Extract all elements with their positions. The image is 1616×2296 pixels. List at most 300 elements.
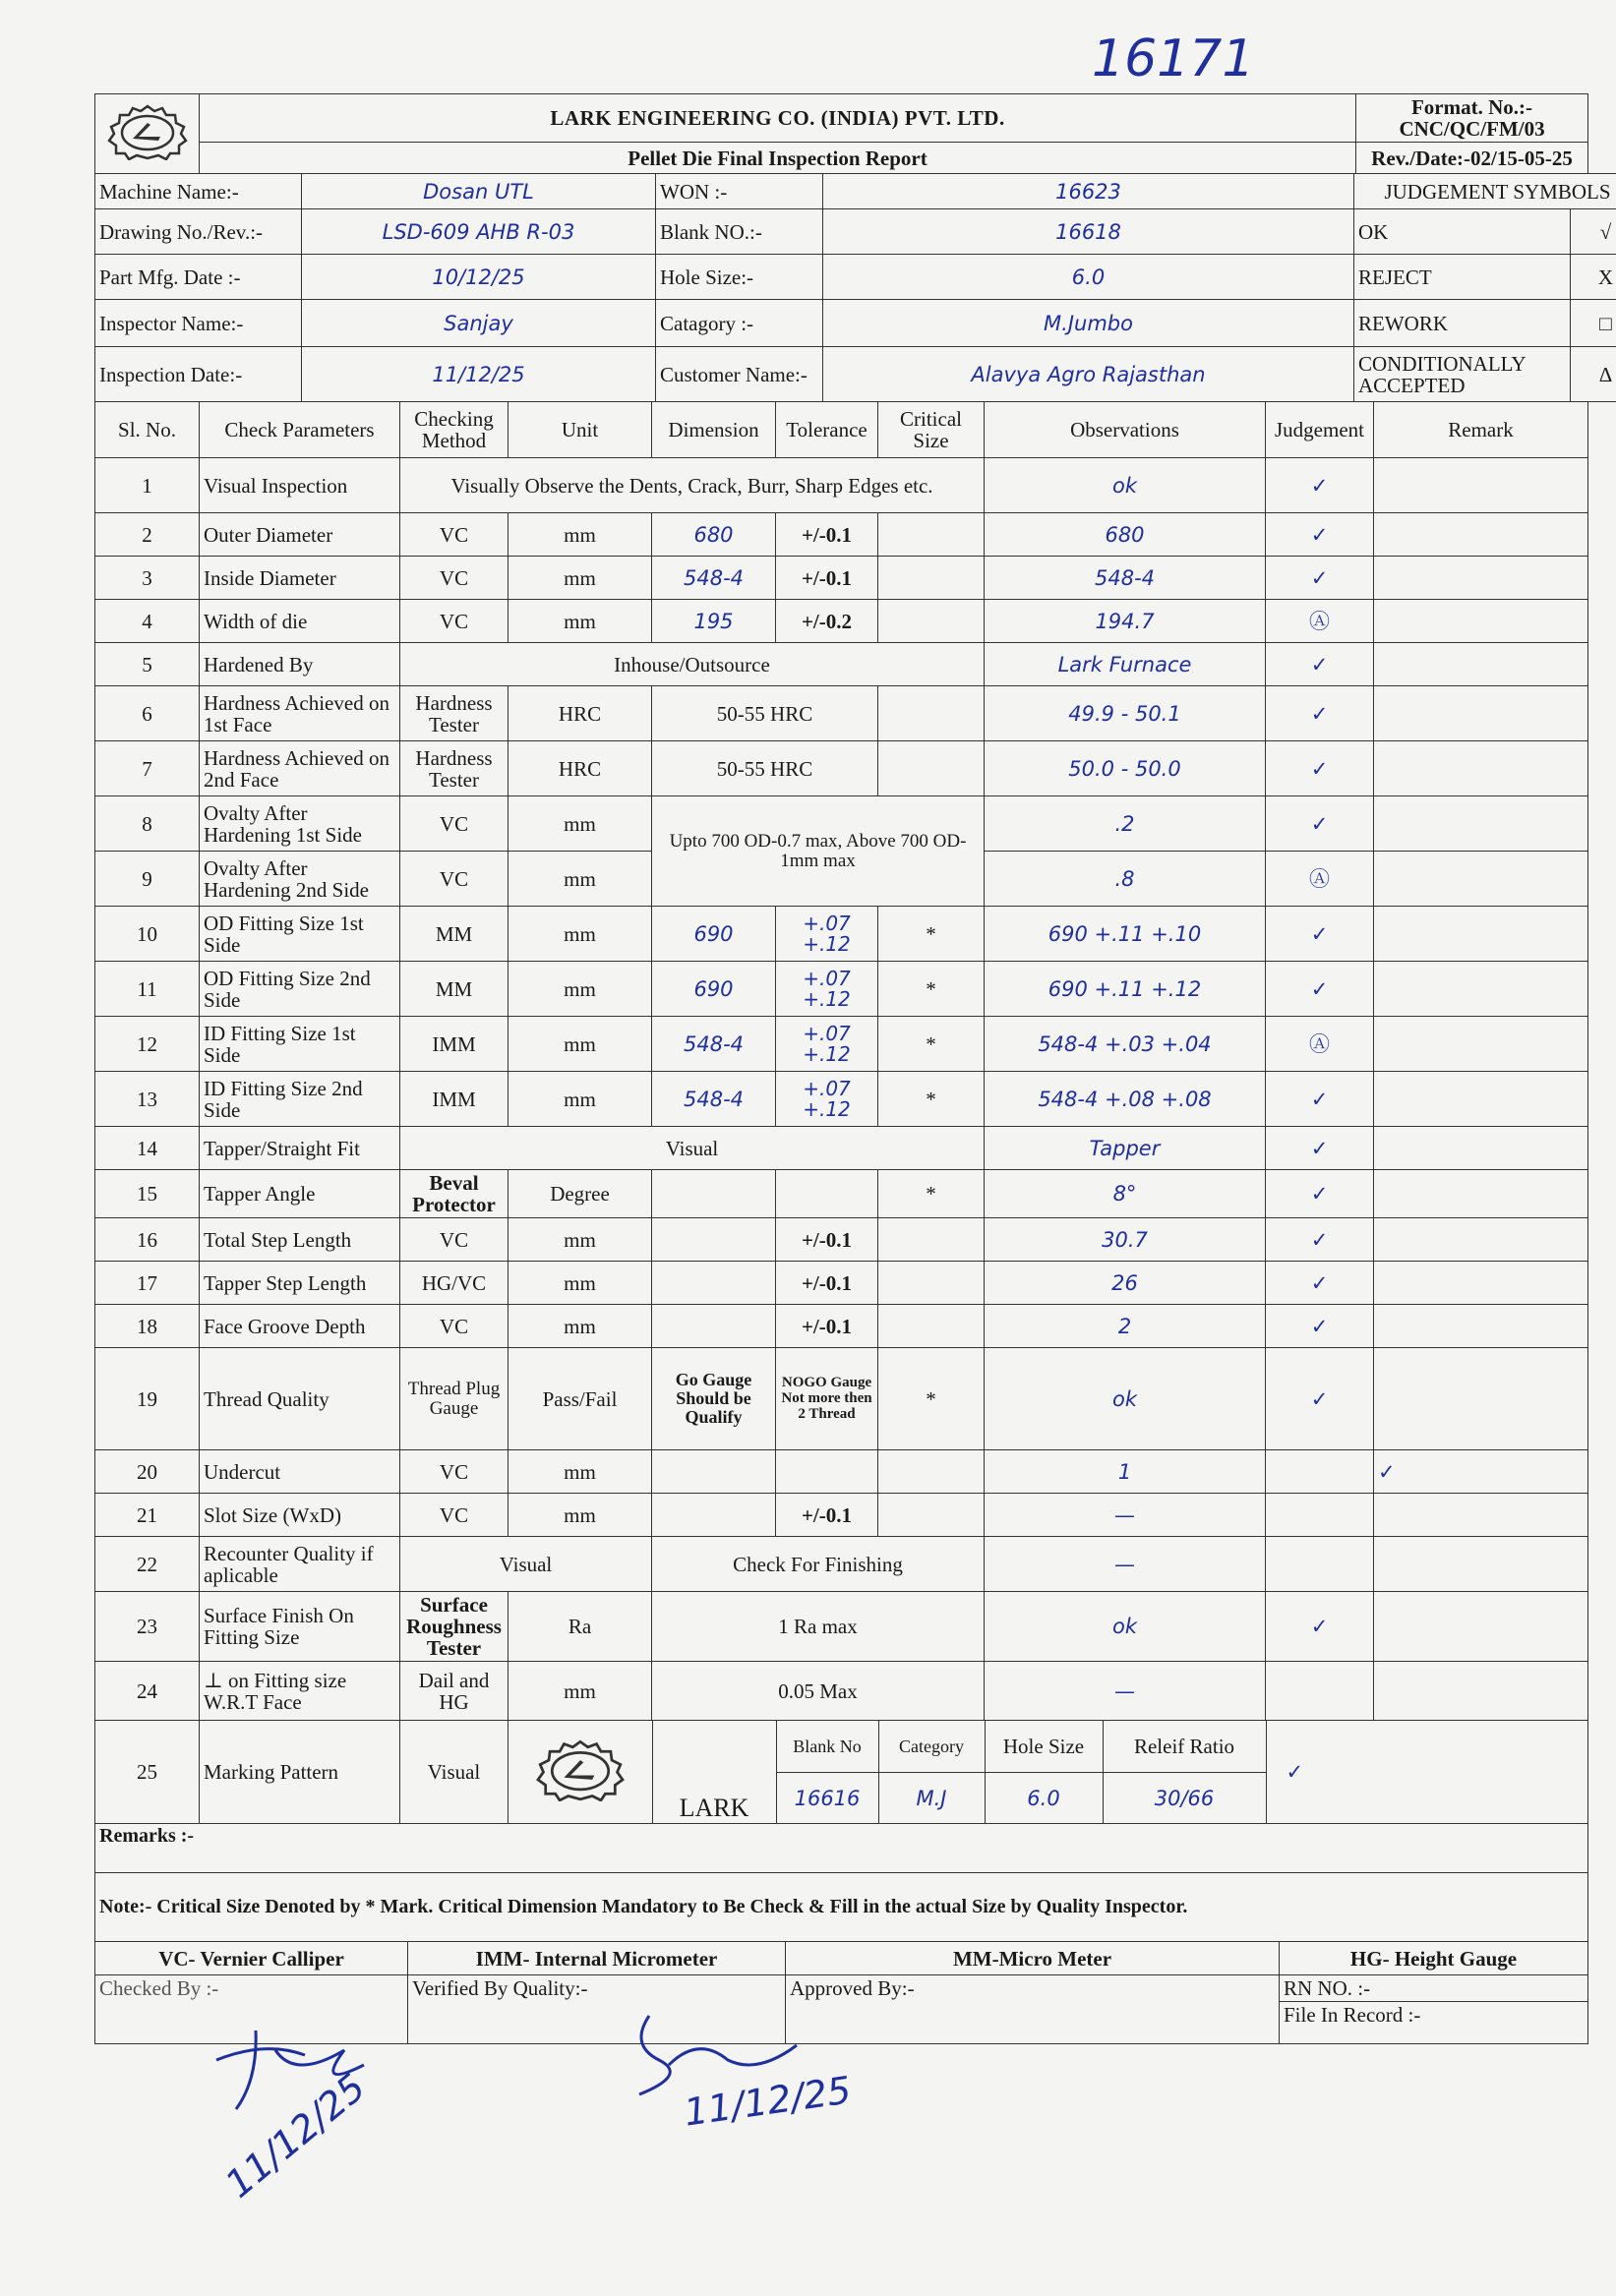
company-name: LARK ENGINEERING CO. (INDIA) PVT. LTD. [200, 94, 1356, 143]
symbol-label-rework: REWORK [1354, 300, 1571, 347]
blank-value: 16618 [823, 209, 1354, 255]
row-sl: 14 [95, 1127, 200, 1170]
legend-imm: IMM- Internal Micrometer [408, 1942, 786, 1975]
blank-label: Blank NO.:- [656, 209, 823, 255]
row-dimension: 548-4 [652, 557, 776, 600]
format-number: Format. No.:-CNC/QC/FM/03 [1356, 94, 1588, 143]
marking-hole-label: Hole Size [985, 1721, 1103, 1772]
table-row [95, 1017, 1588, 1072]
col-method: Checking Method [400, 402, 509, 458]
row-tolerance [776, 1170, 878, 1218]
row-method: VC [400, 852, 509, 907]
row-tolerance: +/-0.1 [776, 557, 878, 600]
col-judgement: Judgement [1266, 402, 1374, 458]
top-handwritten-number: 16171 [1092, 29, 1255, 88]
row-judgement: ✓ [1266, 741, 1374, 796]
row-judgement: Ⓐ [1266, 852, 1374, 907]
row-remark [1374, 1305, 1588, 1348]
row-critical [878, 1262, 985, 1305]
row-critical: * [878, 1017, 985, 1072]
row-sl: 13 [95, 1072, 200, 1127]
row-dimension: Go Gauge Should be Qualify [652, 1348, 776, 1450]
row-critical [878, 1218, 985, 1262]
symbol-label-reject: REJECT [1354, 255, 1571, 300]
row-tolerance: +.07 +.12 [776, 907, 878, 962]
table-row [95, 741, 1588, 796]
table-row [95, 513, 1588, 557]
marking-hole-value: 6.0 [985, 1772, 1103, 1823]
legend-vc: VC- Vernier Calliper [95, 1942, 408, 1975]
inspector-label: Inspector Name:- [95, 300, 302, 347]
symbol-ok: √ [1571, 209, 1616, 255]
checked-by-label: Checked By :- [95, 1975, 408, 2044]
row-sl: 15 [95, 1170, 200, 1218]
row-sl: 19 [95, 1348, 200, 1450]
row-observation: 548-4 +.03 +.04 [985, 1017, 1266, 1072]
row-dimension: 50-55 HRC [652, 741, 878, 796]
row-unit: mm [509, 513, 652, 557]
report-title: Pellet Die Final Inspection Report [200, 143, 1356, 174]
table-row [95, 1127, 1588, 1170]
row-judgement: ✓ [1266, 907, 1374, 962]
row-dimension: Check For Finishing [652, 1537, 985, 1592]
table-row [95, 557, 1588, 600]
row-param: ⊥ on Fitting size W.R.T Face [200, 1662, 400, 1721]
symbol-reject: X [1571, 255, 1616, 300]
table-row [95, 1348, 1588, 1450]
row-param: Outer Diameter [200, 513, 400, 557]
row-param: ID Fitting Size 2nd Side [200, 1072, 400, 1127]
row-param: Thread Quality [200, 1348, 400, 1450]
table-row [95, 1494, 1588, 1537]
row-method: IMM [400, 1072, 509, 1127]
checked-date: 11/12/25 [216, 2065, 374, 2207]
row-remark [1374, 1494, 1588, 1537]
table-row [95, 1072, 1588, 1127]
row-sl: 17 [95, 1262, 200, 1305]
table-row [95, 1662, 1588, 1721]
row-judgement: ✓ [1266, 458, 1374, 513]
row-dimension: 548-4 [652, 1072, 776, 1127]
drawing-value: LSD-609 AHB R-03 [302, 209, 656, 255]
row-sl: 3 [95, 557, 200, 600]
table-row [95, 643, 1588, 686]
approved-by-label: Approved By:- [786, 1975, 1280, 2044]
row-sl: 16 [95, 1218, 200, 1262]
row-judgement: ✓ [1266, 557, 1374, 600]
marking-category-label: Category [878, 1721, 985, 1772]
machine-name-value: Dosan UTL [302, 174, 656, 209]
row-method: Inhouse/Outsource [400, 643, 985, 686]
row-param: Ovalty After Hardening 2nd Side [200, 852, 400, 907]
row-remark [1374, 1218, 1588, 1262]
row-sl: 12 [95, 1017, 200, 1072]
remarks-label: Remarks :- [95, 1824, 1588, 1873]
row-sl: 10 [95, 907, 200, 962]
row-tolerance: +/-0.2 [776, 600, 878, 643]
row-sl: 8 [95, 796, 200, 852]
marking-releif-label: Releif Ratio [1103, 1721, 1266, 1772]
row-unit: Ra [509, 1592, 652, 1662]
row-remark [1374, 686, 1588, 741]
row-param: Hardened By [200, 643, 400, 686]
drawing-label: Drawing No./Rev.:- [95, 209, 302, 255]
row-dimension: 0.05 Max [652, 1662, 985, 1721]
row-param: Width of die [200, 600, 400, 643]
col-param: Check Parameters [200, 402, 400, 458]
row-method: Visual [400, 1127, 985, 1170]
row-remark [1374, 513, 1588, 557]
company-logo [95, 94, 200, 174]
row-tolerance: +.07 +.12 [776, 1017, 878, 1072]
row-remark [1374, 1072, 1588, 1127]
table-row [95, 796, 1588, 852]
lark-gear-logo-icon [531, 1738, 629, 1801]
row-sl: 18 [95, 1305, 200, 1348]
row-unit: mm [509, 1305, 652, 1348]
row-dimension [652, 1218, 776, 1262]
inspector-value: Sanjay [302, 300, 656, 347]
category-value: M.Jumbo [823, 300, 1354, 347]
row-method: Hardness Tester [400, 741, 509, 796]
row-critical [878, 1494, 985, 1537]
row-observation: 1 [985, 1450, 1266, 1494]
row-remark [1374, 796, 1588, 852]
marking-pattern-panel [509, 1721, 1588, 1824]
row-unit: mm [509, 1450, 652, 1494]
row-remark [1374, 1592, 1588, 1662]
row-judgement: ✓ [1266, 1072, 1374, 1127]
row-unit: mm [509, 796, 652, 852]
row-observation: Tapper [985, 1127, 1266, 1170]
row-tolerance: +/-0.1 [776, 1218, 878, 1262]
row-unit: mm [509, 1017, 652, 1072]
marking-logo [509, 1721, 652, 1823]
marking-lark: LARK [652, 1721, 776, 1823]
row-sl: 1 [95, 458, 200, 513]
row-param: Tapper/Straight Fit [200, 1127, 400, 1170]
row-remark [1374, 458, 1588, 513]
row-method: VC [400, 1305, 509, 1348]
machine-name-label: Machine Name:- [95, 174, 302, 209]
inspection-date-label: Inspection Date:- [95, 347, 302, 402]
inspection-table [94, 401, 1588, 1824]
verified-by-label: Verified By Quality:- [408, 1975, 786, 2044]
col-unit: Unit [509, 402, 652, 458]
row-sl: 25 [95, 1721, 200, 1824]
row-method: MM [400, 962, 509, 1017]
footer-note: Note:- Critical Size Denoted by * Mark. Critical Dimension Mandatory to Be Check & Fill in the actual Size by Quality Inspector. [95, 1873, 1588, 1942]
row-judgement [1266, 1450, 1374, 1494]
row-critical: * [878, 1072, 985, 1127]
row-method: Beval Protector [400, 1170, 509, 1218]
hole-label: Hole Size:- [656, 255, 823, 300]
row-sl: 4 [95, 600, 200, 643]
row-method: MM [400, 907, 509, 962]
row-dimension: 195 [652, 600, 776, 643]
row-observation: 690 +.11 +.10 [985, 907, 1266, 962]
row-tolerance: NOGO Gauge Not more then 2 Thread [776, 1348, 878, 1450]
row-judgement: ✓ [1266, 1218, 1374, 1262]
row-sl: 23 [95, 1592, 200, 1662]
row-tolerance: +/-0.1 [776, 1305, 878, 1348]
row-observation: .8 [985, 852, 1266, 907]
row-dimension [652, 1262, 776, 1305]
row-judgement [1266, 1494, 1374, 1537]
row-judgement: ✓ [1266, 1721, 1588, 1823]
row-observation: 30.7 [985, 1218, 1266, 1262]
row-judgement: Ⓐ [1266, 1017, 1374, 1072]
row-unit: HRC [509, 741, 652, 796]
row-observation: 690 +.11 +.12 [985, 962, 1266, 1017]
row-method: Surface Roughness Tester [400, 1592, 509, 1662]
row-critical [878, 1450, 985, 1494]
row-remark [1374, 1537, 1588, 1592]
table-row [95, 907, 1588, 962]
row-remark: ✓ [1374, 1450, 1588, 1494]
row-unit: HRC [509, 686, 652, 741]
row-param: Ovalty After Hardening 1st Side [200, 796, 400, 852]
marking-releif-value: 30/66 [1103, 1772, 1266, 1823]
row-sl: 11 [95, 962, 200, 1017]
row-unit: mm [509, 1072, 652, 1127]
row-remark [1374, 600, 1588, 643]
row-param: Undercut [200, 1450, 400, 1494]
row-method: VC [400, 557, 509, 600]
row-critical [878, 686, 985, 741]
row-judgement: ✓ [1266, 1348, 1374, 1450]
row-observation: ok [985, 1592, 1266, 1662]
report-info [94, 173, 1616, 402]
row-observation: 50.0 - 50.0 [985, 741, 1266, 796]
col-observations: Observations [985, 402, 1266, 458]
row-remark [1374, 1262, 1588, 1305]
row-remark [1374, 643, 1588, 686]
row-unit: mm [509, 1662, 652, 1721]
row-unit: mm [509, 852, 652, 907]
row-dimension: 548-4 [652, 1017, 776, 1072]
row-dimension: 690 [652, 962, 776, 1017]
won-value: 16623 [823, 174, 1354, 209]
row-param: OD Fitting Size 2nd Side [200, 962, 400, 1017]
row-tolerance [776, 1450, 878, 1494]
row-method: IMM [400, 1017, 509, 1072]
row-critical [878, 600, 985, 643]
row-remark [1374, 852, 1588, 907]
row-sl: 9 [95, 852, 200, 907]
table-row [95, 600, 1588, 643]
row-sl: 21 [95, 1494, 200, 1537]
legend-hg: HG- Height Gauge [1280, 1942, 1588, 1975]
row-dimension [652, 1450, 776, 1494]
category-label: Catagory :- [656, 300, 823, 347]
row-tolerance: +.07 +.12 [776, 962, 878, 1017]
report-footer [94, 1823, 1588, 2044]
customer-label: Customer Name:- [656, 347, 823, 402]
report-header [94, 93, 1588, 174]
symbol-label-ok: OK [1354, 209, 1571, 255]
row-tolerance: +/-0.1 [776, 513, 878, 557]
row-param: Surface Finish On Fitting Size [200, 1592, 400, 1662]
row-unit: mm [509, 1262, 652, 1305]
inspection-report-sheet [94, 93, 1614, 2044]
file-in-record-label: File In Record :- [1284, 2003, 1421, 2028]
row-param: Face Groove Depth [200, 1305, 400, 1348]
row-dimension: 50-55 HRC [652, 686, 878, 741]
row-unit: mm [509, 962, 652, 1017]
row-observation: 548-4 +.08 +.08 [985, 1072, 1266, 1127]
row-sl: 7 [95, 741, 200, 796]
row-critical [878, 513, 985, 557]
marking-blank-value: 16616 [776, 1772, 878, 1823]
row-dimension: 1 Ra max [652, 1592, 985, 1662]
row-unit: Pass/Fail [509, 1348, 652, 1450]
row-critical: * [878, 1170, 985, 1218]
row-dimension [652, 1305, 776, 1348]
rn-no-label: RN NO. :- [1280, 1975, 1587, 2002]
verified-date: 11/12/25 [681, 2068, 854, 2135]
customer-value: Alavya Agro Rajasthan [823, 347, 1354, 402]
symbol-conditional: Δ [1571, 347, 1616, 402]
row-dimension [652, 1170, 776, 1218]
row-judgement: ✓ [1266, 1170, 1374, 1218]
row-unit: Degree [509, 1170, 652, 1218]
row-observation: 548-4 [985, 557, 1266, 600]
row-unit: mm [509, 907, 652, 962]
row-observation: — [985, 1662, 1266, 1721]
row-observation: — [985, 1537, 1266, 1592]
row-observation: 26 [985, 1262, 1266, 1305]
table-row [95, 1305, 1588, 1348]
row-critical [878, 741, 985, 796]
row-sl: 20 [95, 1450, 200, 1494]
row-remark [1374, 557, 1588, 600]
col-tolerance: Tolerance [776, 402, 878, 458]
row-param: Visual Inspection [200, 458, 400, 513]
marking-category-value: M.J [878, 1772, 985, 1823]
row-judgement [1266, 1537, 1374, 1592]
row-judgement: ✓ [1266, 796, 1374, 852]
row-sl: 22 [95, 1537, 200, 1592]
row-observation: ok [985, 1348, 1266, 1450]
judgement-symbols-title: JUDGEMENT SYMBOLS [1354, 174, 1616, 209]
row-param: Total Step Length [200, 1218, 400, 1262]
row-param: ID Fitting Size 1st Side [200, 1017, 400, 1072]
row-observation: 680 [985, 513, 1266, 557]
row-judgement: ✓ [1266, 962, 1374, 1017]
row-method: Thread Plug Gauge [400, 1348, 509, 1450]
col-critical: Critical Size [878, 402, 985, 458]
row-critical [878, 1305, 985, 1348]
row-remark [1374, 1127, 1588, 1170]
row-tolerance: +/-0.1 [776, 1262, 878, 1305]
row-observation: .2 [985, 796, 1266, 852]
table-row [95, 1170, 1588, 1218]
row-judgement: ✓ [1266, 1305, 1374, 1348]
won-label: WON :- [656, 174, 823, 209]
row-unit: mm [509, 600, 652, 643]
row-param: Tapper Step Length [200, 1262, 400, 1305]
row-dimension: 690 [652, 907, 776, 962]
row-sl: 5 [95, 643, 200, 686]
row-method: Hardness Tester [400, 686, 509, 741]
col-sl: Sl. No. [95, 402, 200, 458]
row-param: Marking Pattern [200, 1721, 400, 1824]
row-critical [878, 557, 985, 600]
table-row [95, 458, 1588, 513]
row-dimension: 680 [652, 513, 776, 557]
symbol-rework: □ [1571, 300, 1616, 347]
rev-date: Rev./Date:-02/15-05-25 [1356, 143, 1588, 174]
row-method: VC [400, 1494, 509, 1537]
row-critical: * [878, 907, 985, 962]
row-critical: * [878, 1348, 985, 1450]
row-remark [1374, 1170, 1588, 1218]
row-remark [1374, 907, 1588, 962]
row-unit: mm [509, 1218, 652, 1262]
row-judgement: ✓ [1266, 1592, 1374, 1662]
hole-value: 6.0 [823, 255, 1354, 300]
row-observation: — [985, 1494, 1266, 1537]
row-method: Visual [400, 1537, 652, 1592]
table-row [95, 962, 1588, 1017]
table-row [95, 1721, 1588, 1824]
row-tolerance: +/-0.1 [776, 1494, 878, 1537]
part-mfg-value: 10/12/25 [302, 255, 656, 300]
row-tolerance: +.07 +.12 [776, 1072, 878, 1127]
row-param: Inside Diameter [200, 557, 400, 600]
part-mfg-label: Part Mfg. Date :- [95, 255, 302, 300]
row-judgement: Ⓐ [1266, 600, 1374, 643]
table-row [95, 1592, 1588, 1662]
row-dimension: Upto 700 OD-0.7 max, Above 700 OD-1mm max [652, 796, 985, 907]
row-remark [1374, 1662, 1588, 1721]
row-unit: mm [509, 1494, 652, 1537]
row-method: HG/VC [400, 1262, 509, 1305]
row-method: VC [400, 513, 509, 557]
row-judgement: ✓ [1266, 686, 1374, 741]
symbol-label-conditional: CONDITIONALLY ACCEPTED [1354, 347, 1571, 402]
row-remark [1374, 741, 1588, 796]
table-row [95, 686, 1588, 741]
row-dimension [652, 1494, 776, 1537]
legend-mm: MM-Micro Meter [786, 1942, 1280, 1975]
row-method: Dail and HG [400, 1662, 509, 1721]
table-row [95, 1450, 1588, 1494]
col-remark: Remark [1374, 402, 1588, 458]
row-observation: 8° [985, 1170, 1266, 1218]
row-method: VC [400, 1450, 509, 1494]
col-dimension: Dimension [652, 402, 776, 458]
row-param: Recounter Quality if aplicable [200, 1537, 400, 1592]
row-critical: * [878, 962, 985, 1017]
row-judgement [1266, 1662, 1374, 1721]
table-row [95, 1537, 1588, 1592]
row-method: VC [400, 600, 509, 643]
marking-blank-label: Blank No [776, 1721, 878, 1772]
row-param: Slot Size (WxD) [200, 1494, 400, 1537]
row-param: Tapper Angle [200, 1170, 400, 1218]
row-judgement: ✓ [1266, 643, 1374, 686]
row-param: OD Fitting Size 1st Side [200, 907, 400, 962]
row-method: VC [400, 1218, 509, 1262]
row-observation: ok [985, 458, 1266, 513]
table-row [95, 1218, 1588, 1262]
row-param: Hardness Achieved on 1st Face [200, 686, 400, 741]
row-judgement: ✓ [1266, 1127, 1374, 1170]
row-remark [1374, 962, 1588, 1017]
row-judgement: ✓ [1266, 1262, 1374, 1305]
